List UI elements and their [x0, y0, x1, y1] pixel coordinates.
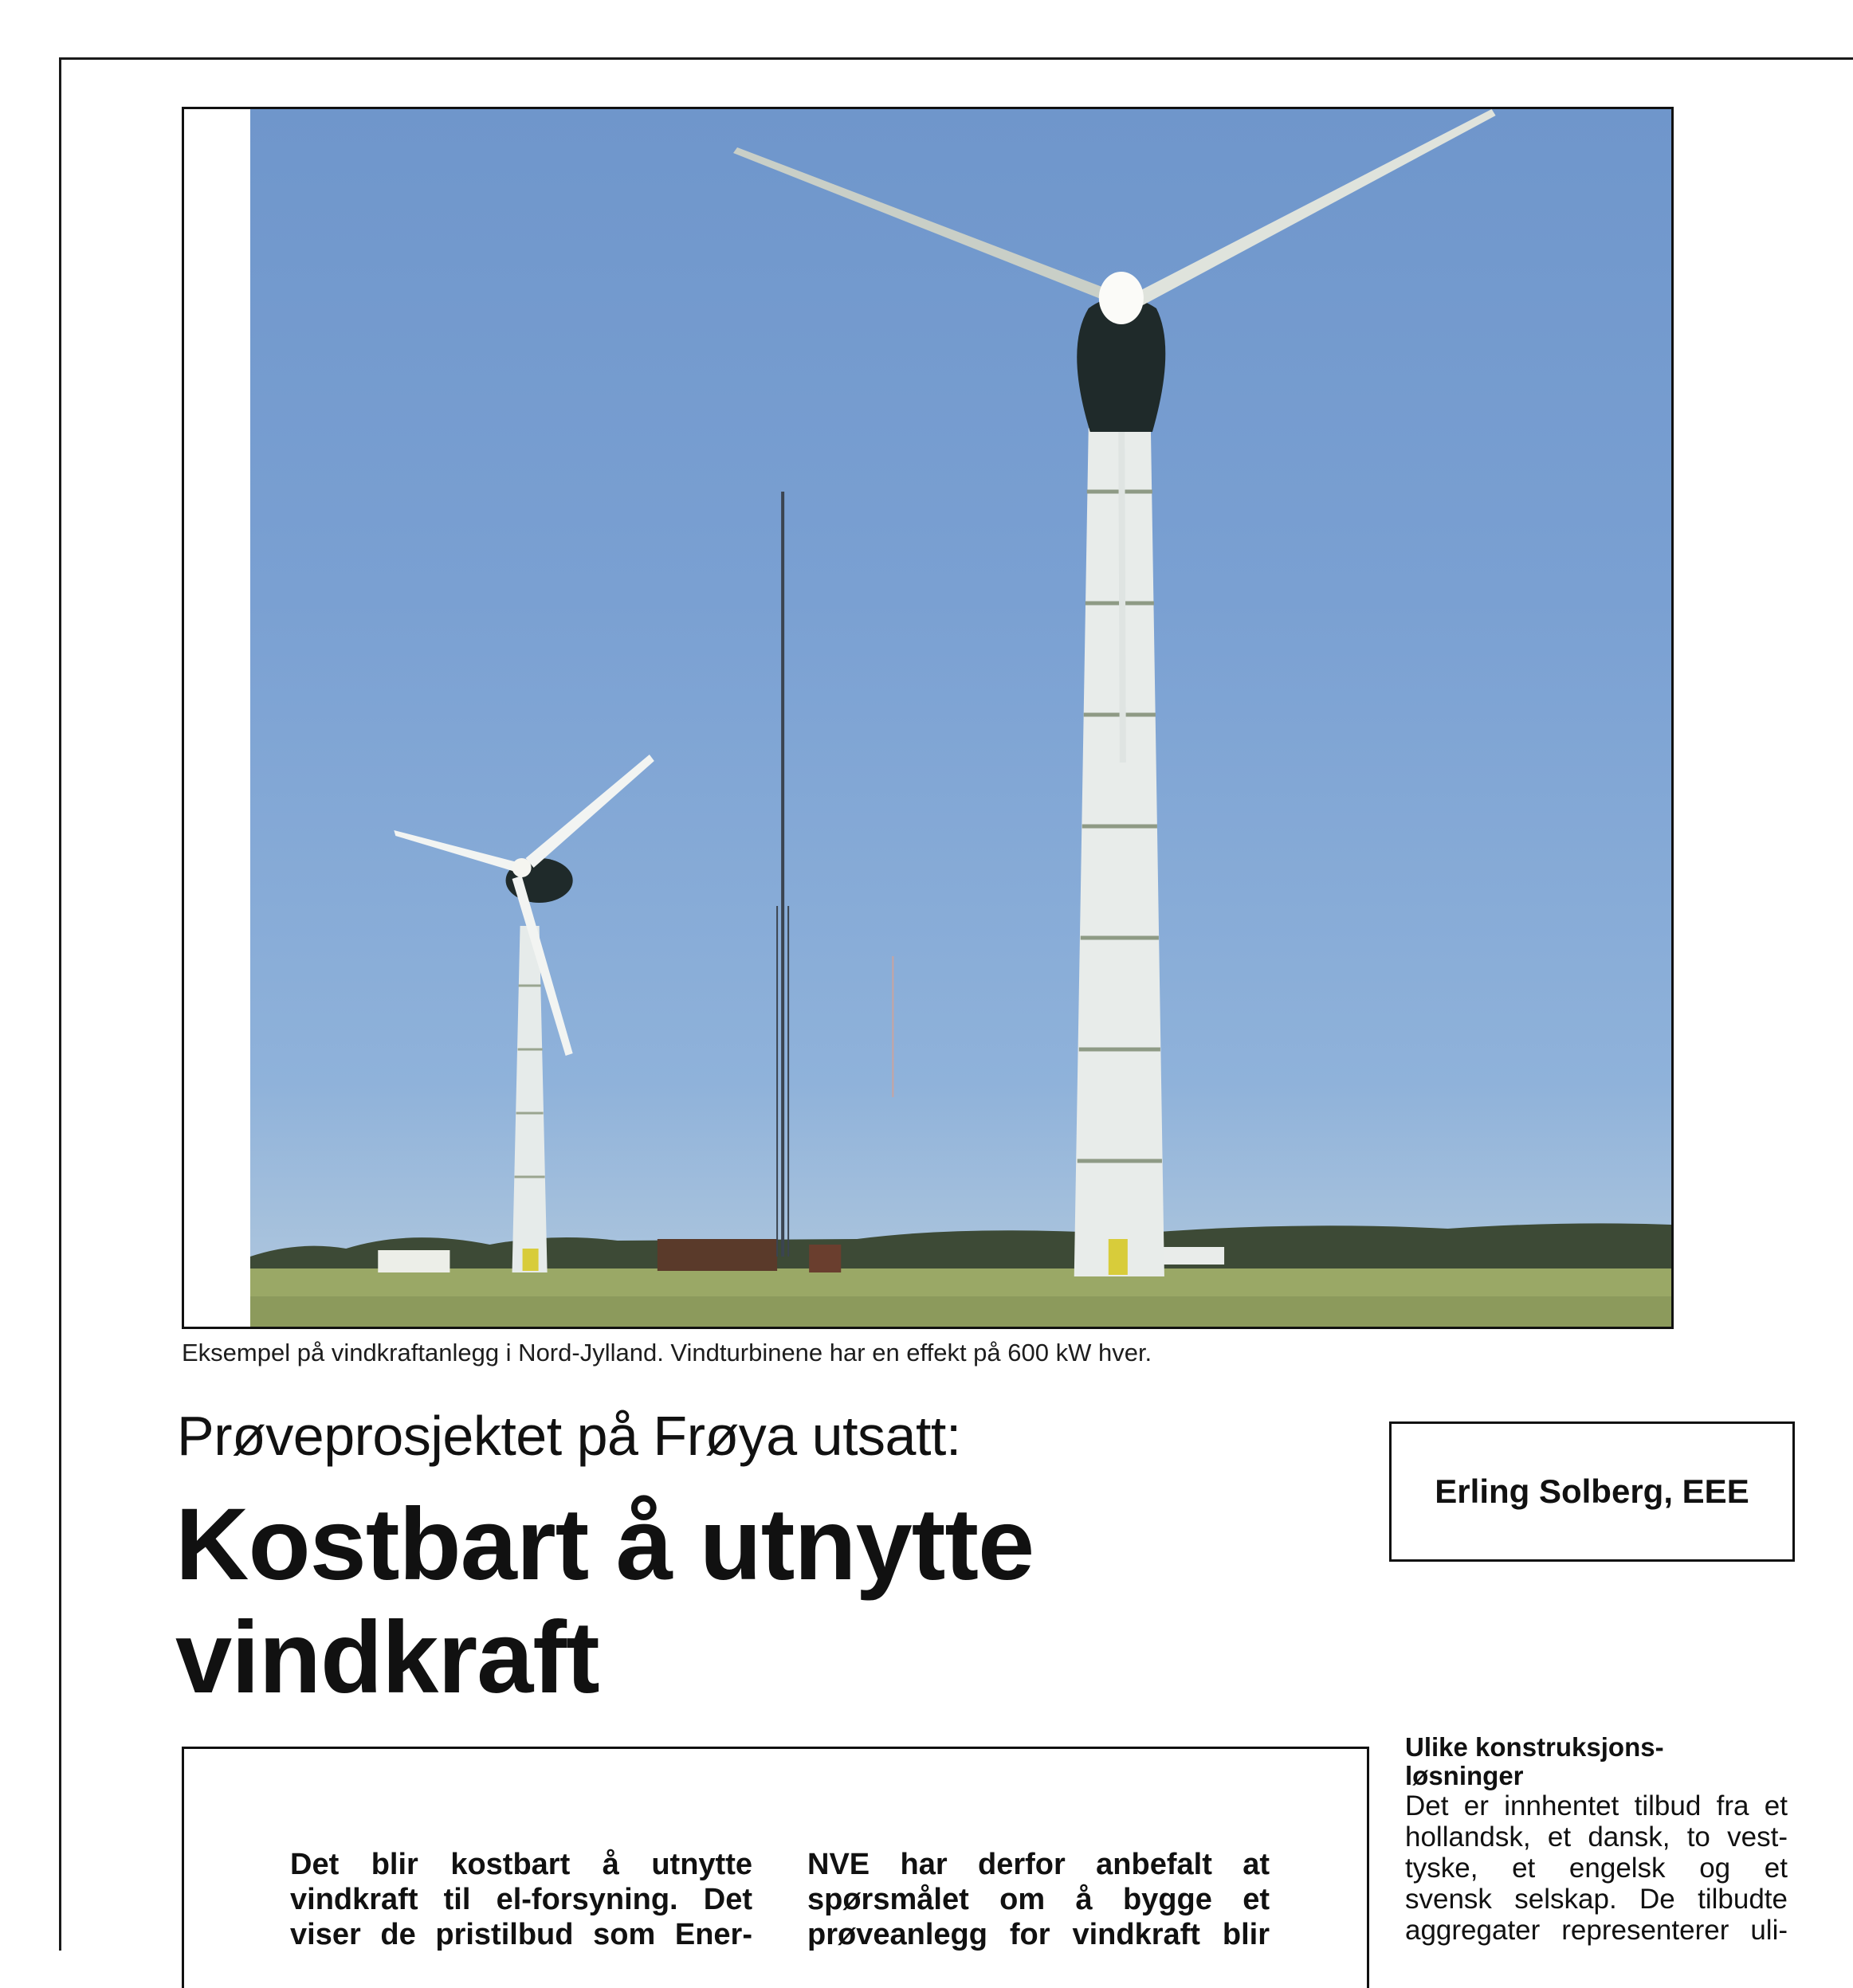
side-heading-line: løsninger: [1405, 1761, 1524, 1790]
lead-column-2: [807, 1847, 1270, 1952]
side-text-line: tyske, et engelsk og et: [1405, 1853, 1788, 1884]
lead-column-1: [290, 1847, 752, 1952]
side-heading-line: Ulike konstruksjons-: [1405, 1732, 1664, 1762]
byline: Erling Solberg, EEE: [1435, 1472, 1749, 1510]
page-border-top: [59, 57, 1853, 60]
lead-line: Det blir kostbart å utnytte: [290, 1848, 752, 1881]
side-text-line: aggregater representerer uli-: [1405, 1915, 1788, 1946]
article-headline: [175, 1488, 1211, 1715]
side-text-line: svensk selskap. De tilbudte: [1405, 1884, 1788, 1915]
lead-line: viser de pristilbud som Ener-: [290, 1918, 752, 1951]
photo-caption: Eksempel på vindkraftanlegg i Nord-Jylland. Vindturbinene har en effekt på 600 kW hver.: [182, 1339, 1152, 1367]
side-text-line: hollandsk, et dansk, to vest-: [1405, 1821, 1788, 1853]
wind-turbine-photo: [250, 109, 1671, 1327]
byline-box: [1389, 1421, 1795, 1562]
side-column: [1405, 1733, 1788, 1946]
headline-line: vindkraft: [175, 1601, 599, 1715]
lead-line: spørsmålet om å bygge et: [807, 1883, 1270, 1916]
lead-line: vindkraft til el-forsyning. Det: [290, 1883, 752, 1916]
side-text: [1405, 1790, 1788, 1946]
lead-line: prøveanlegg for vindkraft blir: [807, 1918, 1270, 1951]
photo-frame: [182, 107, 1674, 1329]
headline-line: Kostbart å utnytte: [175, 1488, 1034, 1602]
lead-line: NVE har derfor anbefalt at: [807, 1848, 1270, 1881]
side-heading: [1405, 1733, 1788, 1790]
side-text-line: Det er innhentet tilbud fra et: [1405, 1790, 1788, 1821]
wind-turbines-illustration: [250, 109, 1671, 1327]
page-border-left: [59, 57, 61, 1951]
article-kicker: Prøveprosjektet på Frøya utsatt:: [177, 1405, 961, 1467]
